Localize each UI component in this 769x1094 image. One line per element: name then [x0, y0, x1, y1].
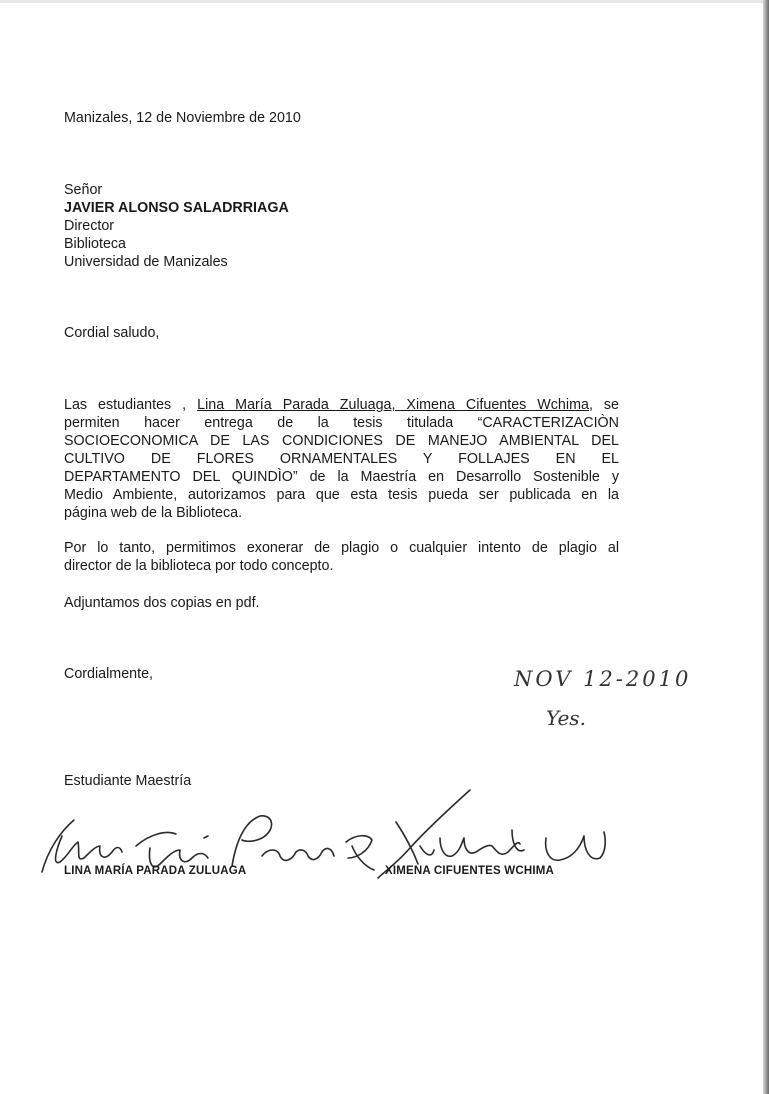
- signature-ximena-stroke: [546, 832, 606, 860]
- body-line: permiten hacer entrega de la tesis titulada “CARACTERIZACIÒN: [64, 415, 619, 431]
- body-line: director de la biblioteca por todo concepto.: [64, 558, 334, 574]
- date-line: Manizales, 12 de Noviembre de 2010: [64, 110, 301, 126]
- signature-role: Estudiante Maestría: [64, 773, 192, 789]
- recipient-title: Director: [64, 218, 115, 234]
- body-line: DEPARTAMENTO DEL QUINDÌO” de la Maestría en Desarrollo Sostenible y: [64, 469, 619, 485]
- signer-2-name: XIMENA CIFUENTES WCHIMA: [385, 865, 555, 877]
- closing: Cordialmente,: [64, 666, 153, 682]
- recipient-institution: Universidad de Manizales: [64, 254, 228, 270]
- student-names: Lina María Parada Zuluaga, Ximena Cifuentes Wchima: [197, 397, 589, 413]
- signature-lina-stroke: [232, 816, 334, 866]
- body-line: CULTIVO DE FLORES ORNAMENTALES Y FOLLAJES EN EL: [64, 451, 619, 467]
- recipient-department: Biblioteca: [64, 236, 126, 252]
- received-initials-handwritten: Yes.: [546, 706, 586, 730]
- body-text: , se: [588, 397, 620, 413]
- body-paragraph-3: Adjuntamos dos copias en pdf.: [64, 595, 260, 611]
- signer-1-name: LINA MARÍA PARADA ZULUAGA: [64, 865, 247, 877]
- signature-lina-stroke: [136, 833, 208, 867]
- body-line: Por lo tanto, permitimos exonerar de plagio o cualquier intento de plagio al: [64, 540, 619, 556]
- recipient-salutation: Señor: [64, 182, 103, 198]
- greeting: Cordial saludo,: [64, 325, 160, 341]
- body-line: SOCIOECONOMICA DE LAS CONDICIONES DE MANEJO AMBIENTAL DEL: [64, 433, 619, 449]
- received-date-handwritten: NOV 12-2010: [514, 667, 692, 691]
- recipient-name: JAVIER ALONSO SALADRRIAGA: [64, 200, 289, 216]
- signature-lina-stroke: [346, 836, 374, 870]
- body-line: Medio Ambiente, autorizamos para que esta tesis pueda ser publicada en la: [64, 487, 619, 503]
- body-text: Las estudiantes ,: [64, 397, 198, 413]
- body-line: página web de la Biblioteca.: [64, 505, 243, 521]
